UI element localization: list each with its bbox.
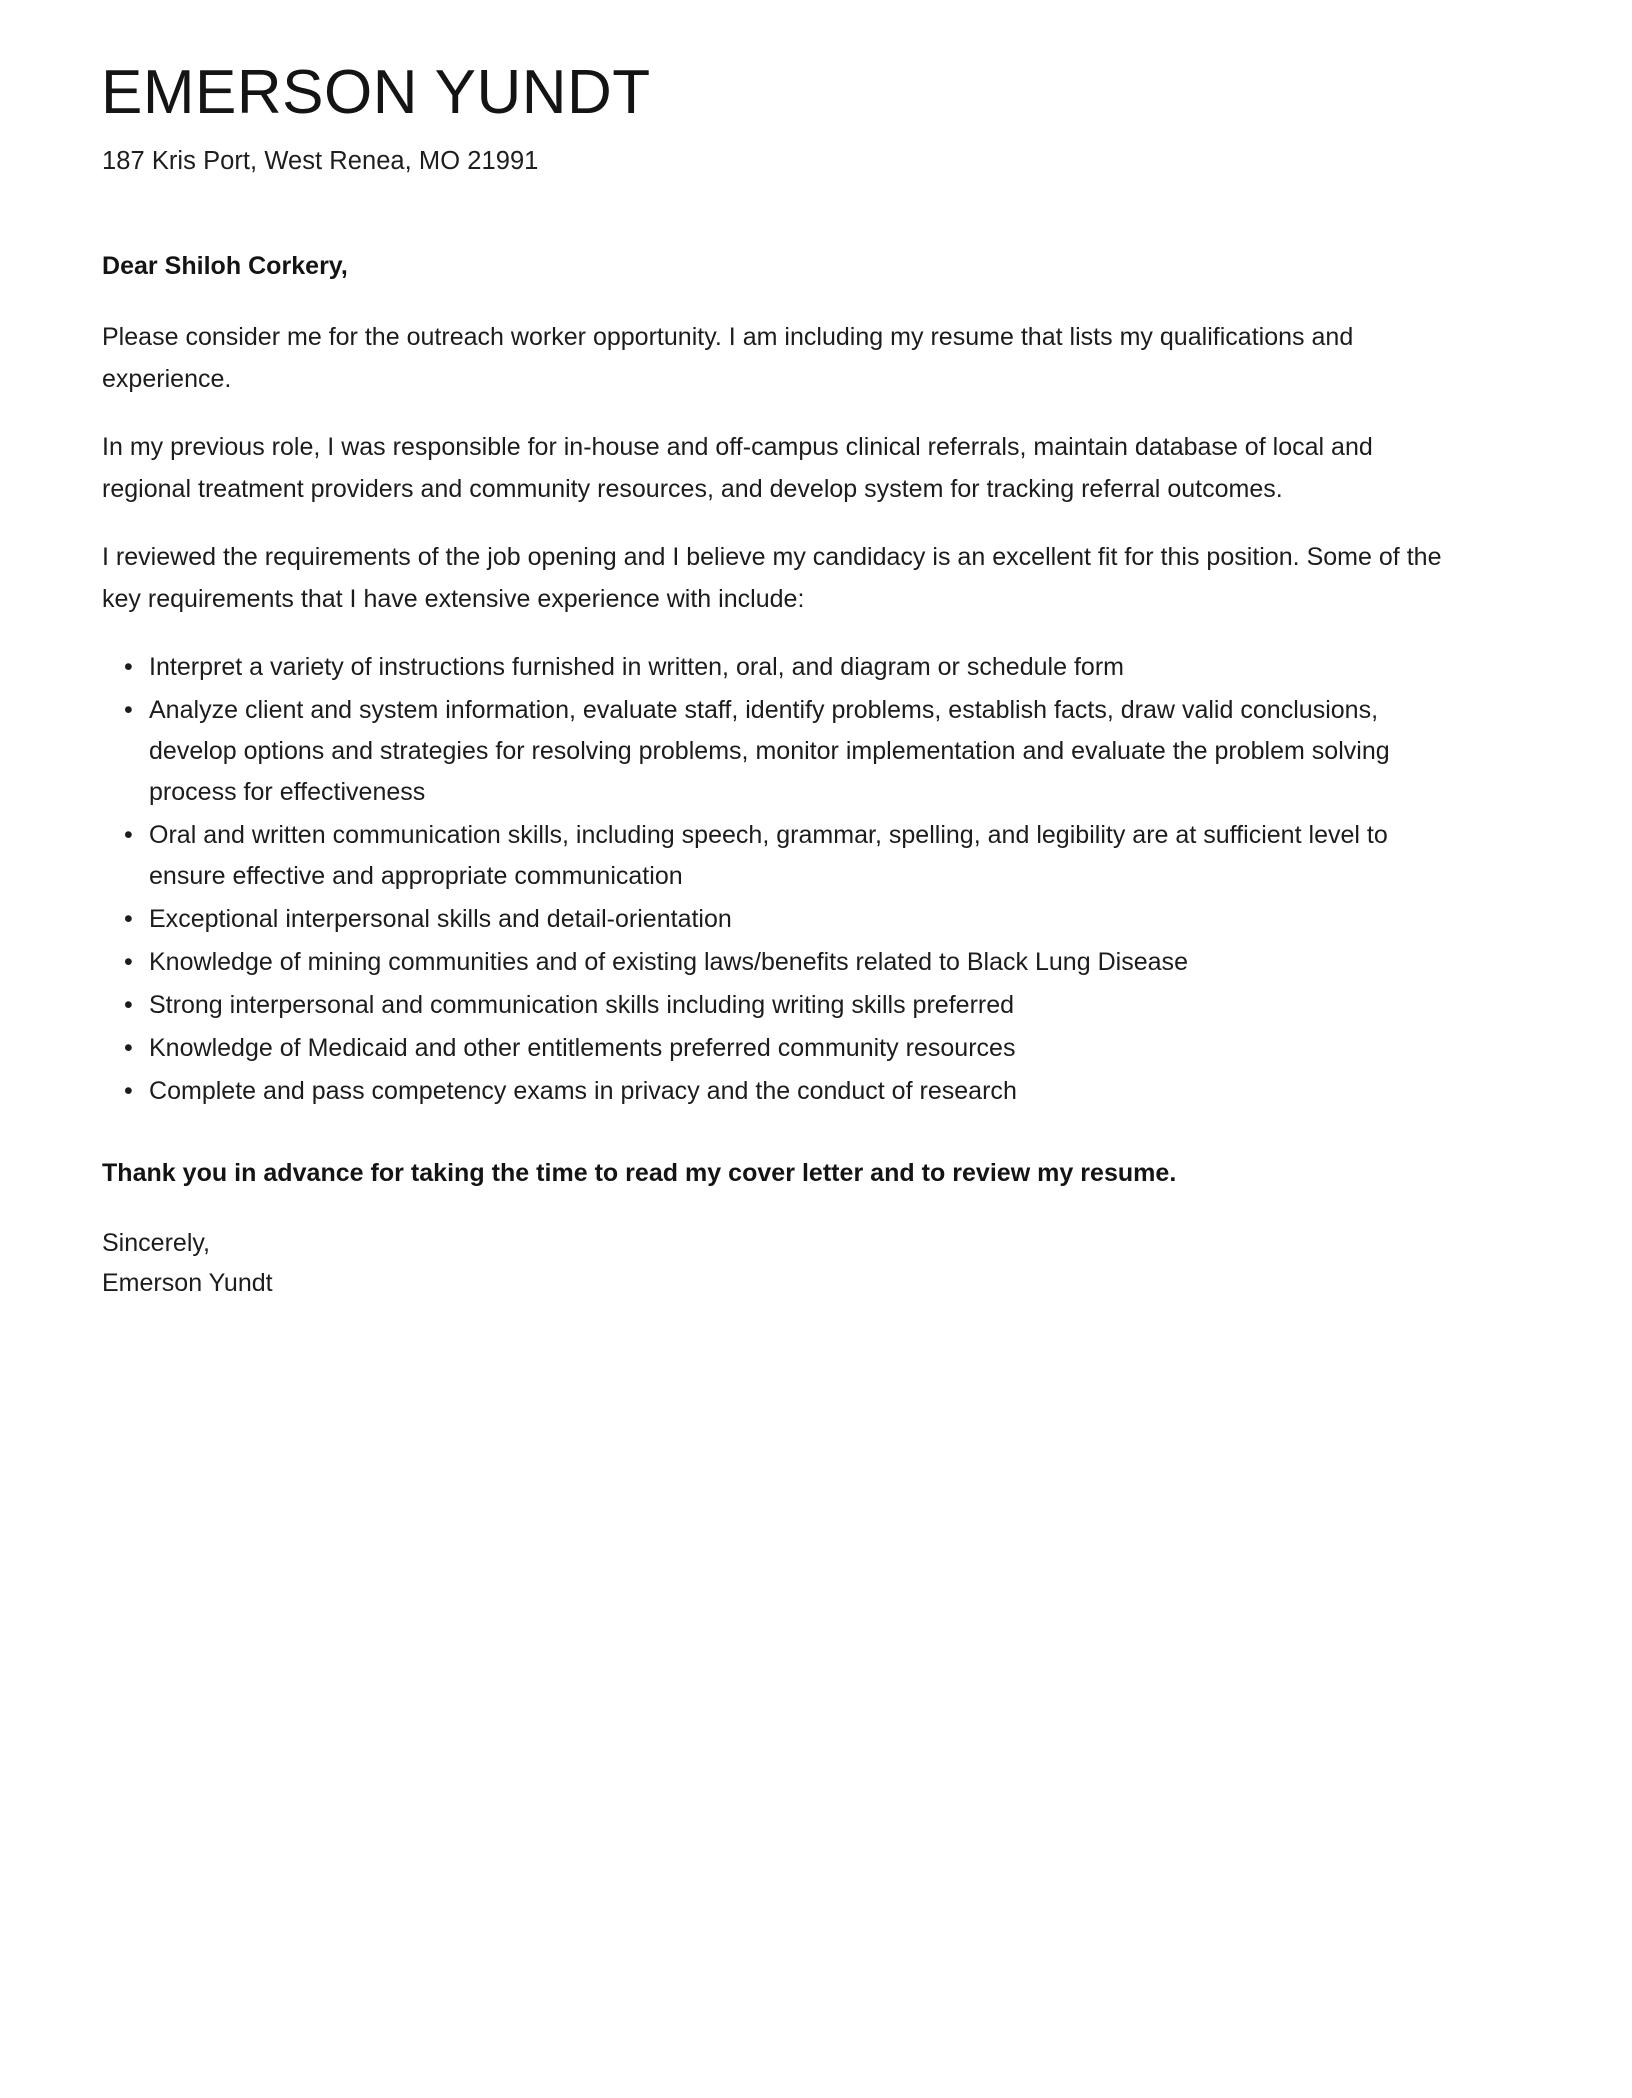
paragraph-requirements-lead: I reviewed the requirements of the job opening and I believe my candidacy is an excellent fit for this position. Some of the key requirements that I have extensive experience with include: [102,543,1442,613]
signature-name: Emerson Yundt [102,1268,273,1297]
letter-content [102,252,1447,1303]
bullet-icon: • [124,1077,133,1106]
bullet-icon: • [124,1034,133,1063]
bullet-icon: • [124,696,133,725]
bullet-icon: • [124,821,133,850]
bullet-icon: • [124,991,133,1020]
paragraph-experience: In my previous role, I was responsible for in-house and off-campus clinical referrals, maintain database of local and regional treatment providers and community resources, and develop system for tracking referral outcomes. [102,433,1373,503]
list-item [102,899,1447,940]
paragraph-intro: Please consider me for the outreach worker opportunity. I am including my resume that lists my qualifications and experience. [102,323,1354,393]
list-item-text: Strong interpersonal and communication skills including writing skills preferred [149,991,1015,1020]
bullet-icon: • [124,905,133,934]
list-item-text: Exceptional interpersonal skills and detail-orientation [149,905,732,934]
bullet-icon: • [124,653,133,682]
list-item [102,1071,1447,1112]
page-title: EMERSON YUNDT [101,58,651,127]
list-item-text: Knowledge of Medicaid and other entitlements preferred community resources [149,1034,1016,1063]
list-item [102,942,1447,983]
cover-letter-body [100,0,1540,1303]
salutation: Dear Shiloh Corkery, [102,252,348,281]
letter-header [100,0,1540,176]
list-item [102,647,1447,688]
list-item-text: Complete and pass competency exams in privacy and the conduct of research [149,1077,1017,1106]
closing-statement: Thank you in advance for taking the time to read my cover letter and to review my resume. [102,1159,1177,1188]
list-item-text: Analyze client and system information, evaluate staff, identify problems, establish facts, draw valid conclusions, develop options and strategies for resolving problems, monitor implementation and evaluate the problem solving process for effectiveness [149,696,1390,807]
list-item [102,815,1447,897]
list-item-text: Interpret a variety of instructions furnished in written, oral, and diagram or schedule form [149,653,1124,682]
sender-address: 187 Kris Port, West Renea, MO 21991 [102,147,539,176]
signature-block [102,1224,1447,1303]
signoff-text: Sincerely, [102,1229,211,1258]
list-item-text: Knowledge of mining communities and of existing laws/benefits related to Black Lung Disease [149,948,1188,977]
list-item [102,690,1447,813]
list-item-text: Oral and written communication skills, including speech, grammar, spelling, and legibility are at sufficient level to ensure effective and appropriate communication [149,821,1388,891]
list-item [102,1028,1447,1069]
requirements-list [102,647,1447,1112]
bullet-icon: • [124,948,133,977]
list-item [102,985,1447,1026]
